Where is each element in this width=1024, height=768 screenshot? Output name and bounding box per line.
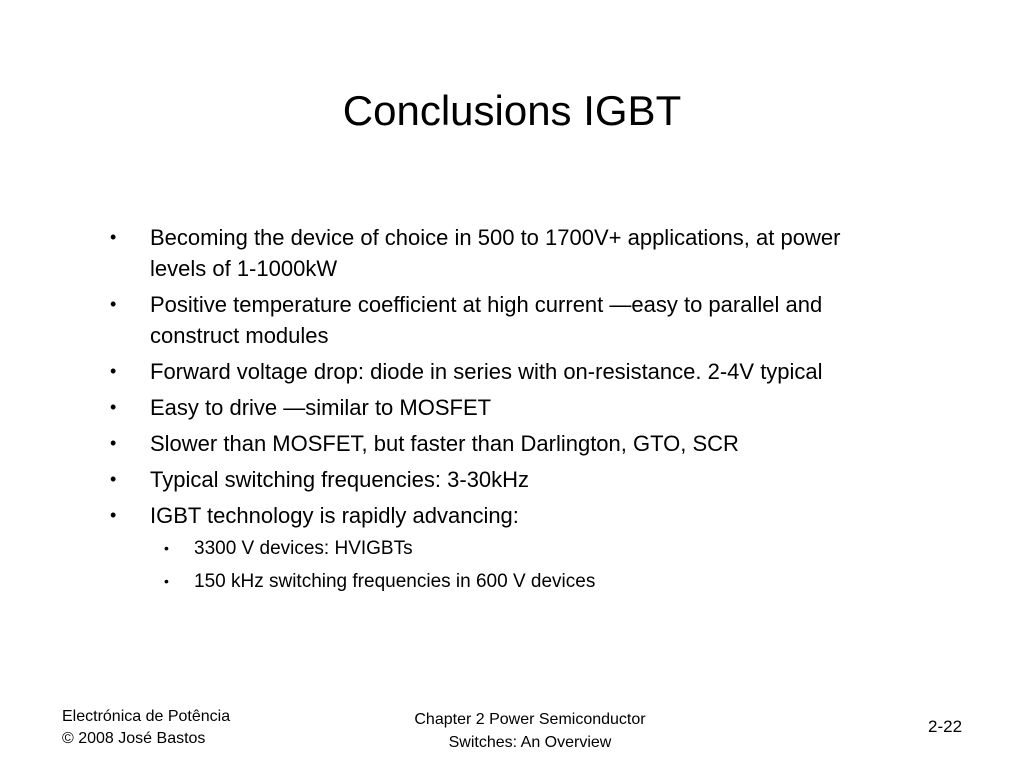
bullet-item bbox=[110, 356, 900, 387]
bullet-dot-icon: • bbox=[110, 469, 117, 489]
bullet-text: Forward voltage drop: diode in series with on-resistance. 2-4V typical bbox=[150, 359, 823, 384]
bullet-dot-icon: • bbox=[110, 227, 117, 247]
sub-bullet-dot-icon: • bbox=[164, 540, 169, 556]
footer-chapter-line2: Switches: An Overview bbox=[448, 734, 612, 751]
footer-chapter-line1: Chapter 2 Power Semiconductor bbox=[414, 711, 646, 728]
sub-bullet-dot-icon: • bbox=[164, 573, 169, 589]
footer-course-name: Electrónica de Potência bbox=[62, 708, 231, 725]
bullet-item bbox=[110, 392, 900, 423]
bullet-item bbox=[110, 428, 900, 459]
sub-bullet-list bbox=[150, 532, 900, 598]
bullet-list bbox=[110, 222, 900, 603]
bullet-item bbox=[110, 464, 900, 495]
bullet-text: Slower than MOSFET, but faster than Darlington, GTO, SCR bbox=[150, 431, 739, 456]
sub-bullet-text: 150 kHz switching frequencies in 600 V devices bbox=[194, 571, 596, 592]
footer-copyright: © 2008 José Bastos bbox=[62, 730, 206, 747]
bullet-text: Easy to drive —similar to MOSFET bbox=[150, 395, 492, 420]
sub-bullet-item bbox=[164, 532, 900, 565]
bullet-dot-icon: • bbox=[110, 361, 117, 381]
bullet-item bbox=[110, 500, 900, 598]
footer-chapter-title bbox=[380, 708, 680, 754]
bullet-dot-icon: • bbox=[110, 505, 117, 525]
slide-title: Conclusions IGBT bbox=[342, 87, 682, 134]
bullet-text: Typical switching frequencies: 3-30kHz bbox=[150, 467, 530, 492]
page-number: 2-22 bbox=[928, 717, 963, 736]
bullet-text: Positive temperature coefficient at high current —easy to parallel and construct modules bbox=[150, 292, 823, 348]
bullet-text: Becoming the device of choice in 500 to 1700V+ applications, at power levels of 1-1000kW bbox=[150, 225, 841, 281]
footer-course-credit bbox=[62, 706, 230, 750]
bullet-dot-icon: • bbox=[110, 433, 117, 453]
bullet-item bbox=[110, 222, 900, 284]
sub-bullet-item bbox=[164, 565, 900, 598]
bullet-dot-icon: • bbox=[110, 397, 117, 417]
bullet-text: IGBT technology is rapidly advancing: bbox=[150, 503, 519, 528]
sub-bullet-text: 3300 V devices: HVIGBTs bbox=[194, 538, 413, 559]
bullet-dot-icon: • bbox=[110, 294, 117, 314]
bullet-item bbox=[110, 289, 900, 351]
